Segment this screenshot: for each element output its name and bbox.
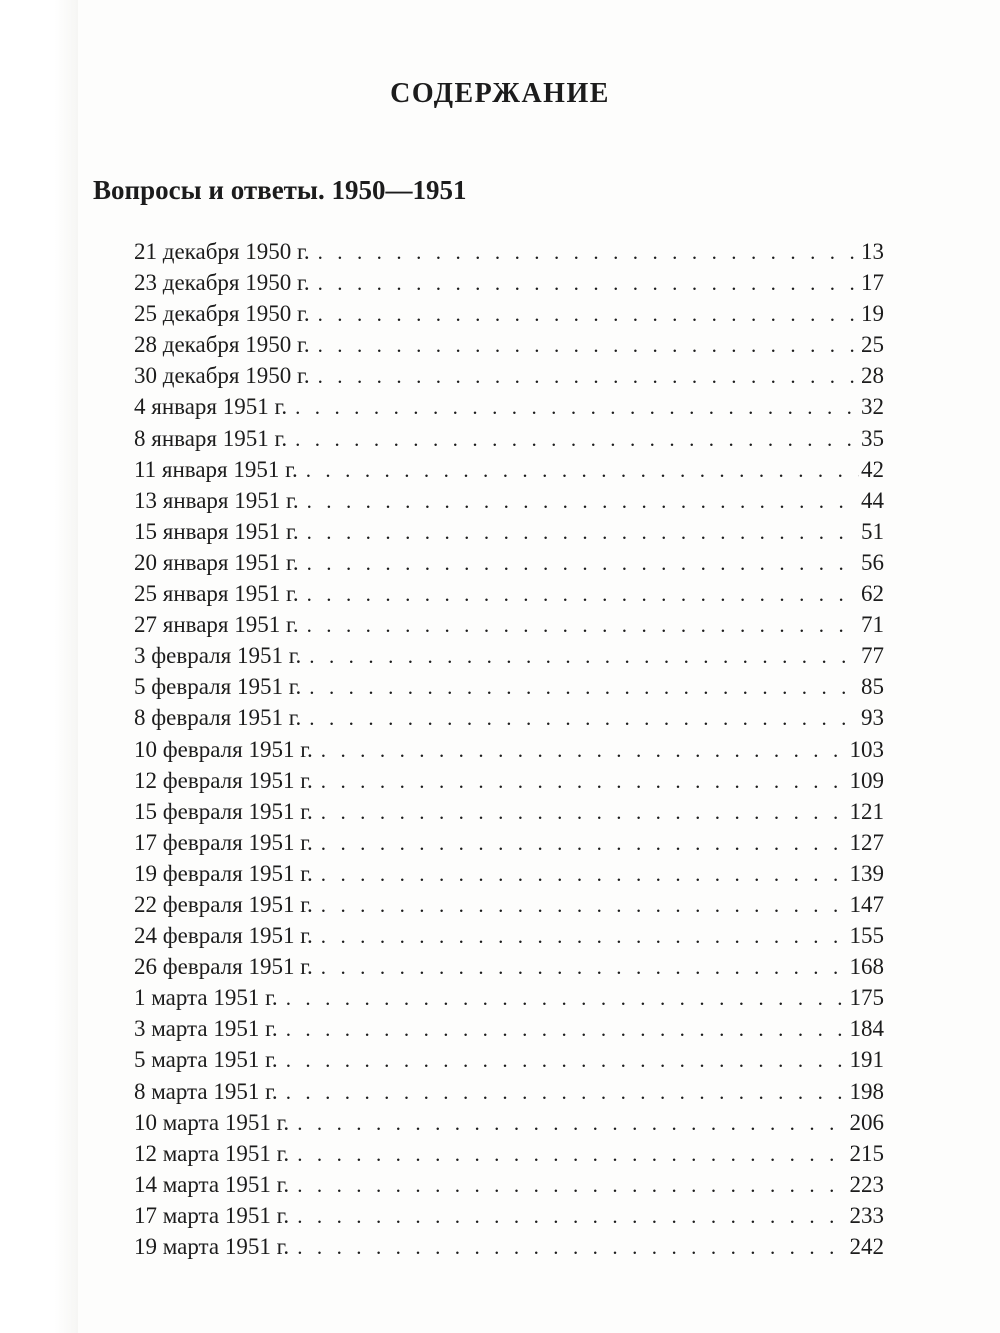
toc-entry-date: 14 марта 1951 г. xyxy=(134,1171,290,1197)
toc-entry-date: 8 января 1951 г. xyxy=(134,425,288,451)
toc-entry-page-number: 19 xyxy=(861,301,884,327)
toc-dot-leader xyxy=(307,548,859,579)
toc-dot-leader xyxy=(297,1139,847,1170)
toc-dot-leader xyxy=(321,828,848,859)
toc-entry-date: 27 января 1951 г. xyxy=(134,612,299,638)
table-of-contents xyxy=(134,236,884,1262)
toc-entry-date: 10 марта 1951 г. xyxy=(134,1109,290,1135)
toc-entry-date: 3 февраля 1951 г. xyxy=(134,643,302,669)
toc-entry-date: 17 марта 1951 г. xyxy=(134,1202,290,1228)
toc-entry-date: 5 марта 1951 г. xyxy=(134,1047,278,1073)
toc-entry-date: 13 января 1951 г. xyxy=(134,487,299,513)
toc-dot-leader xyxy=(309,672,859,703)
toc-entry-page-number: 191 xyxy=(849,1047,884,1073)
toc-dot-leader xyxy=(306,455,859,486)
toc-entry[interactable] xyxy=(134,516,884,547)
toc-dot-leader xyxy=(297,1108,847,1139)
toc-dot-leader xyxy=(321,921,848,952)
toc-entry[interactable] xyxy=(134,951,884,982)
toc-dot-leader xyxy=(286,1077,848,1108)
toc-entry[interactable] xyxy=(134,702,884,733)
toc-entry[interactable] xyxy=(134,920,884,951)
toc-entry[interactable] xyxy=(134,578,884,609)
toc-entry-page-number: 56 xyxy=(861,549,884,575)
toc-entry[interactable] xyxy=(134,858,884,889)
toc-dot-leader xyxy=(321,766,848,797)
toc-entry-date: 23 декабря 1950 г. xyxy=(134,270,310,296)
toc-entry[interactable] xyxy=(134,827,884,858)
toc-entry-date: 19 марта 1951 г. xyxy=(134,1234,290,1259)
toc-entry-date: 21 декабря 1950 г. xyxy=(134,239,310,264)
toc-entry-page-number: 44 xyxy=(861,487,884,513)
toc-entry-page-number: 147 xyxy=(849,891,884,917)
toc-dot-leader xyxy=(286,1014,848,1045)
toc-entry[interactable] xyxy=(134,360,884,391)
toc-entry-page-number: 25 xyxy=(861,332,884,358)
toc-entry[interactable] xyxy=(134,734,884,765)
toc-dot-leader xyxy=(297,1232,847,1263)
toc-entry-date: 8 февраля 1951 г. xyxy=(134,705,302,731)
toc-entry[interactable] xyxy=(134,547,884,578)
toc-dot-leader xyxy=(321,735,848,766)
toc-entry[interactable] xyxy=(134,1076,884,1107)
toc-dot-leader xyxy=(307,579,859,610)
toc-entry[interactable] xyxy=(134,236,884,267)
toc-entry-date: 25 января 1951 г. xyxy=(134,581,299,607)
toc-entry-page-number: 233 xyxy=(849,1202,884,1228)
toc-entry-date: 4 января 1951 г. xyxy=(134,394,288,420)
toc-entry[interactable] xyxy=(134,765,884,796)
toc-entry-date: 12 марта 1951 г. xyxy=(134,1140,290,1166)
toc-entry-page-number: 62 xyxy=(861,581,884,607)
toc-entry-page-number: 13 xyxy=(861,239,884,264)
toc-dot-leader xyxy=(309,641,859,672)
toc-entry-page-number: 32 xyxy=(861,394,884,420)
toc-entry[interactable] xyxy=(134,423,884,454)
toc-entry-page-number: 198 xyxy=(849,1078,884,1104)
toc-entry-page-number: 42 xyxy=(861,456,884,482)
toc-entry-page-number: 184 xyxy=(849,1016,884,1042)
toc-entry-page-number: 168 xyxy=(849,954,884,980)
toc-dot-leader xyxy=(321,952,848,983)
toc-entry-page-number: 175 xyxy=(849,985,884,1011)
toc-entry-page-number: 223 xyxy=(849,1171,884,1197)
toc-entry-date: 19 февраля 1951 г. xyxy=(134,860,313,886)
toc-entry[interactable] xyxy=(134,609,884,640)
toc-entry-date: 1 марта 1951 г. xyxy=(134,985,278,1011)
toc-entry-date: 17 февраля 1951 г. xyxy=(134,829,313,855)
toc-entry-date: 10 февраля 1951 г. xyxy=(134,736,313,762)
toc-entry-date: 28 декабря 1950 г. xyxy=(134,332,310,358)
toc-entry[interactable] xyxy=(134,454,884,485)
toc-dot-leader xyxy=(309,703,859,734)
toc-entry-date: 24 февраля 1951 г. xyxy=(134,923,313,949)
toc-entry-date: 8 марта 1951 г. xyxy=(134,1078,278,1104)
toc-entry-page-number: 51 xyxy=(861,518,884,544)
toc-entry-date: 3 марта 1951 г. xyxy=(134,1016,278,1042)
toc-dot-leader xyxy=(318,361,859,392)
toc-dot-leader xyxy=(286,983,848,1014)
toc-entry-page-number: 155 xyxy=(849,923,884,949)
toc-dot-leader xyxy=(321,797,848,828)
toc-dot-leader xyxy=(318,237,859,268)
toc-entry[interactable] xyxy=(134,298,884,329)
toc-entry[interactable] xyxy=(134,982,884,1013)
toc-entry[interactable] xyxy=(134,671,884,702)
section-title: Вопросы и ответы. 1950—1951 xyxy=(93,175,467,205)
toc-dot-leader xyxy=(286,1045,848,1076)
toc-dot-leader xyxy=(321,890,848,921)
toc-entry-page-number: 17 xyxy=(861,270,884,296)
toc-entry-date: 26 февраля 1951 г. xyxy=(134,954,313,980)
toc-dot-leader xyxy=(295,392,859,423)
toc-entry-page-number: 93 xyxy=(861,705,884,731)
toc-entry-page-number: 109 xyxy=(849,767,884,793)
toc-entry[interactable] xyxy=(134,1169,884,1200)
toc-dot-leader xyxy=(307,486,859,517)
page-title: СОДЕРЖАНИЕ xyxy=(390,78,610,109)
toc-entry-page-number: 28 xyxy=(861,363,884,389)
toc-entry-page-number: 139 xyxy=(849,860,884,886)
toc-entry[interactable] xyxy=(134,796,884,827)
toc-entry-date: 12 февраля 1951 г. xyxy=(134,767,313,793)
toc-entry-date: 22 февраля 1951 г. xyxy=(134,891,313,917)
toc-entry-page-number: 121 xyxy=(849,798,884,824)
toc-dot-leader xyxy=(297,1170,847,1201)
toc-entry-page-number: 35 xyxy=(861,425,884,451)
toc-entry[interactable] xyxy=(134,640,884,671)
toc-entry-date: 15 января 1951 г. xyxy=(134,518,299,544)
toc-dot-leader xyxy=(321,859,848,890)
toc-dot-leader xyxy=(297,1201,847,1232)
toc-entry[interactable] xyxy=(134,1231,884,1262)
toc-entry-date: 5 февраля 1951 г. xyxy=(134,674,302,700)
toc-dot-leader xyxy=(318,299,859,330)
toc-entry[interactable] xyxy=(134,391,884,422)
page-gutter-shade xyxy=(0,0,78,1333)
toc-entry-date: 25 декабря 1950 г. xyxy=(134,301,310,327)
toc-dot-leader xyxy=(295,424,859,455)
toc-entry-page-number: 85 xyxy=(861,674,884,700)
toc-entry[interactable] xyxy=(134,267,884,298)
toc-entry-page-number: 242 xyxy=(849,1234,884,1259)
toc-entry-page-number: 206 xyxy=(849,1109,884,1135)
toc-entry-page-number: 127 xyxy=(849,829,884,855)
toc-entry-page-number: 215 xyxy=(849,1140,884,1166)
toc-dot-leader xyxy=(307,517,859,548)
toc-dot-leader xyxy=(307,610,859,641)
toc-entry-page-number: 71 xyxy=(861,612,884,638)
toc-entry[interactable] xyxy=(134,1044,884,1075)
toc-dot-leader xyxy=(318,268,859,299)
toc-entry-page-number: 103 xyxy=(849,736,884,762)
toc-entry[interactable] xyxy=(134,485,884,516)
toc-entry-page-number: 77 xyxy=(861,643,884,669)
toc-dot-leader xyxy=(318,330,859,361)
toc-entry-date: 11 января 1951 г. xyxy=(134,456,298,482)
toc-entry-date: 30 декабря 1950 г. xyxy=(134,363,310,389)
toc-entry-date: 15 февраля 1951 г. xyxy=(134,798,313,824)
toc-entry[interactable] xyxy=(134,1107,884,1138)
toc-entry-date: 20 января 1951 г. xyxy=(134,549,299,575)
toc-entry[interactable] xyxy=(134,329,884,360)
toc-entry[interactable] xyxy=(134,1138,884,1169)
toc-entry[interactable] xyxy=(134,1200,884,1231)
toc-entry[interactable] xyxy=(134,1013,884,1044)
toc-entry[interactable] xyxy=(134,889,884,920)
